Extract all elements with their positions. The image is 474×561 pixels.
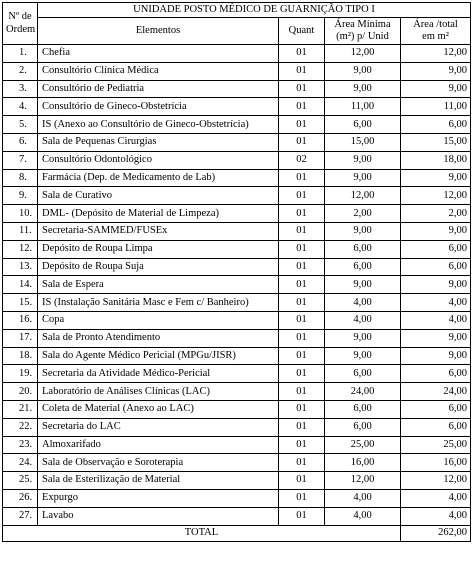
row-area-total: 9,00	[401, 222, 471, 240]
area-total-header-line1: Área /total	[413, 18, 458, 30]
row-quant: 01	[279, 205, 325, 223]
table-row	[3, 169, 471, 187]
row-quant: 01	[279, 311, 325, 329]
row-number: 3.	[3, 80, 38, 98]
row-quant: 01	[279, 365, 325, 383]
row-element: IS (Anexo ao Consultório de Gineco-Obstetrícia)	[38, 116, 279, 134]
row-number: 14.	[3, 276, 38, 294]
row-area-min: 6,00	[325, 258, 401, 276]
row-element: Lavabo	[38, 507, 279, 525]
row-element: Consultório de Pediatria	[38, 80, 279, 98]
row-number: 19.	[3, 365, 38, 383]
row-element: Sala de Pequenas Cirurgias	[38, 133, 279, 151]
row-area-min: 6,00	[325, 365, 401, 383]
row-element: Secretaria-SAMMED/FUSEx	[38, 222, 279, 240]
row-area-total: 9,00	[401, 169, 471, 187]
row-area-total: 6,00	[401, 240, 471, 258]
row-quant: 01	[279, 329, 325, 347]
table-row	[3, 62, 471, 80]
row-quant: 01	[279, 222, 325, 240]
total-label: TOTAL	[3, 525, 401, 541]
row-area-total: 9,00	[401, 347, 471, 365]
row-element: Farmácia (Dep. de Medicamento de Lab)	[38, 169, 279, 187]
row-quant: 01	[279, 80, 325, 98]
table-row	[3, 222, 471, 240]
row-area-min: 11,00	[325, 98, 401, 116]
row-number: 9.	[3, 187, 38, 205]
row-area-total: 4,00	[401, 489, 471, 507]
row-number: 5.	[3, 116, 38, 134]
row-area-min: 24,00	[325, 383, 401, 401]
row-area-min: 12,00	[325, 187, 401, 205]
table-row	[3, 383, 471, 401]
row-area-min: 2,00	[325, 205, 401, 223]
row-element: Secretaria do LAC	[38, 418, 279, 436]
row-area-total: 9,00	[401, 276, 471, 294]
row-area-min: 9,00	[325, 329, 401, 347]
row-element: Depósito de Roupa Limpa	[38, 240, 279, 258]
row-number: 13.	[3, 258, 38, 276]
row-quant: 01	[279, 436, 325, 454]
row-quant: 01	[279, 133, 325, 151]
row-area-min: 4,00	[325, 489, 401, 507]
row-area-total: 6,00	[401, 400, 471, 418]
row-area-total: 9,00	[401, 329, 471, 347]
row-area-total: 4,00	[401, 311, 471, 329]
row-area-min: 4,00	[325, 294, 401, 312]
row-quant: 01	[279, 45, 325, 63]
table-title: UNIDADE POSTO MÉDICO DE GUARNIÇÃO TIPO I	[38, 3, 471, 18]
row-quant: 01	[279, 383, 325, 401]
row-quant: 01	[279, 507, 325, 525]
area-min-header	[325, 18, 401, 45]
row-element: Sala de Pronto Atendimento	[38, 329, 279, 347]
table-row	[3, 418, 471, 436]
table-row	[3, 258, 471, 276]
row-quant: 01	[279, 489, 325, 507]
area-min-header-line2: (m²) p/ Unid	[336, 31, 389, 42]
row-area-min: 15,00	[325, 133, 401, 151]
row-area-total: 9,00	[401, 62, 471, 80]
row-element: Expurgo	[38, 489, 279, 507]
order-header	[3, 3, 38, 45]
row-element: Coleta de Material (Anexo ao LAC)	[38, 400, 279, 418]
row-number: 7.	[3, 151, 38, 169]
row-area-min: 4,00	[325, 311, 401, 329]
table-row	[3, 151, 471, 169]
row-area-total: 12,00	[401, 45, 471, 63]
row-element: Depósito de Roupa Suja	[38, 258, 279, 276]
row-number: 22.	[3, 418, 38, 436]
row-number: 6.	[3, 133, 38, 151]
row-number: 27.	[3, 507, 38, 525]
row-quant: 01	[279, 347, 325, 365]
row-number: 2.	[3, 62, 38, 80]
row-quant: 01	[279, 98, 325, 116]
elements-header: Elementos	[38, 18, 279, 45]
table-row	[3, 276, 471, 294]
row-area-min: 9,00	[325, 222, 401, 240]
row-quant: 01	[279, 62, 325, 80]
row-quant: 01	[279, 187, 325, 205]
row-area-min: 12,00	[325, 45, 401, 63]
row-number: 20.	[3, 383, 38, 401]
row-area-min: 6,00	[325, 418, 401, 436]
row-quant: 01	[279, 418, 325, 436]
table-row	[3, 454, 471, 472]
area-total-header-line2: em m²	[422, 31, 449, 42]
area-total-header	[401, 18, 471, 45]
row-number: 17.	[3, 329, 38, 347]
row-element: Laboratório de Análises Clínicas (LAC)	[38, 383, 279, 401]
order-header-line2: Ordem	[6, 23, 36, 35]
row-area-total: 16,00	[401, 454, 471, 472]
table-row	[3, 98, 471, 116]
quant-header: Quant	[279, 18, 325, 45]
table-row	[3, 347, 471, 365]
row-quant: 01	[279, 240, 325, 258]
row-area-min: 9,00	[325, 169, 401, 187]
row-area-min: 6,00	[325, 400, 401, 418]
row-number: 10.	[3, 205, 38, 223]
row-area-min: 9,00	[325, 347, 401, 365]
row-quant: 01	[279, 400, 325, 418]
table-row	[3, 294, 471, 312]
row-number: 4.	[3, 98, 38, 116]
row-quant: 01	[279, 116, 325, 134]
row-number: 25.	[3, 472, 38, 490]
row-quant: 01	[279, 276, 325, 294]
row-area-min: 9,00	[325, 276, 401, 294]
table-row	[3, 489, 471, 507]
table-body	[3, 45, 471, 526]
row-area-min: 4,00	[325, 507, 401, 525]
row-quant: 01	[279, 454, 325, 472]
table-row	[3, 472, 471, 490]
row-area-min: 6,00	[325, 116, 401, 134]
row-number: 24.	[3, 454, 38, 472]
table-row	[3, 329, 471, 347]
table-row	[3, 187, 471, 205]
row-element: Consultório Clínica Médica	[38, 62, 279, 80]
row-number: 15.	[3, 294, 38, 312]
row-area-total: 2,00	[401, 205, 471, 223]
row-element: Sala de Esterilização de Material	[38, 472, 279, 490]
row-quant: 01	[279, 258, 325, 276]
row-area-total: 6,00	[401, 116, 471, 134]
row-element: Secretaria da Atividade Médico-Pericial	[38, 365, 279, 383]
row-element: Sala do Agente Médico Pericial (MPGu/JISR)	[38, 347, 279, 365]
area-table	[2, 2, 471, 542]
row-element: Chefia	[38, 45, 279, 63]
row-area-total: 4,00	[401, 507, 471, 525]
row-area-min: 25,00	[325, 436, 401, 454]
row-number: 12.	[3, 240, 38, 258]
row-element: IS (Instalação Sanitária Masc e Fem c/ Banheiro)	[38, 294, 279, 312]
total-value: 262,00	[401, 525, 471, 541]
row-number: 18.	[3, 347, 38, 365]
table-row	[3, 205, 471, 223]
order-header-line1: Nº de	[8, 11, 32, 23]
area-min-header-line1: Área Mínima	[334, 18, 391, 30]
row-number: 11.	[3, 222, 38, 240]
table-row	[3, 116, 471, 134]
row-element: DML- (Depósito de Material de Limpeza)	[38, 205, 279, 223]
row-element: Sala de Espera	[38, 276, 279, 294]
row-number: 16.	[3, 311, 38, 329]
row-number: 21.	[3, 400, 38, 418]
row-area-total: 12,00	[401, 472, 471, 490]
table-row	[3, 507, 471, 525]
row-area-min: 9,00	[325, 80, 401, 98]
table-row	[3, 436, 471, 454]
row-element: Copa	[38, 311, 279, 329]
row-quant: 01	[279, 472, 325, 490]
row-area-total: 25,00	[401, 436, 471, 454]
row-element: Almoxarifado	[38, 436, 279, 454]
table-row	[3, 133, 471, 151]
row-number: 23.	[3, 436, 38, 454]
row-area-total: 6,00	[401, 365, 471, 383]
table-row	[3, 400, 471, 418]
row-area-total: 6,00	[401, 258, 471, 276]
row-element: Consultório de Gineco-Obstetrícia	[38, 98, 279, 116]
row-area-min: 16,00	[325, 454, 401, 472]
row-area-total: 24,00	[401, 383, 471, 401]
table-row	[3, 240, 471, 258]
row-quant: 02	[279, 151, 325, 169]
table-row	[3, 365, 471, 383]
row-area-min: 9,00	[325, 62, 401, 80]
table-row	[3, 80, 471, 98]
row-area-min: 9,00	[325, 151, 401, 169]
row-quant: 01	[279, 294, 325, 312]
row-element: Sala de Observação e Soroterapia	[38, 454, 279, 472]
row-area-total: 15,00	[401, 133, 471, 151]
row-area-total: 6,00	[401, 418, 471, 436]
row-element: Sala de Curativo	[38, 187, 279, 205]
row-area-total: 4,00	[401, 294, 471, 312]
row-area-total: 11,00	[401, 98, 471, 116]
row-area-total: 9,00	[401, 80, 471, 98]
row-area-total: 18,00	[401, 151, 471, 169]
table-row	[3, 45, 471, 63]
row-area-min: 6,00	[325, 240, 401, 258]
table-row	[3, 311, 471, 329]
row-number: 1.	[3, 45, 38, 63]
row-number: 8.	[3, 169, 38, 187]
row-quant: 01	[279, 169, 325, 187]
row-element: Consultório Odontológico	[38, 151, 279, 169]
row-area-total: 12,00	[401, 187, 471, 205]
row-number: 26.	[3, 489, 38, 507]
row-area-min: 12,00	[325, 472, 401, 490]
